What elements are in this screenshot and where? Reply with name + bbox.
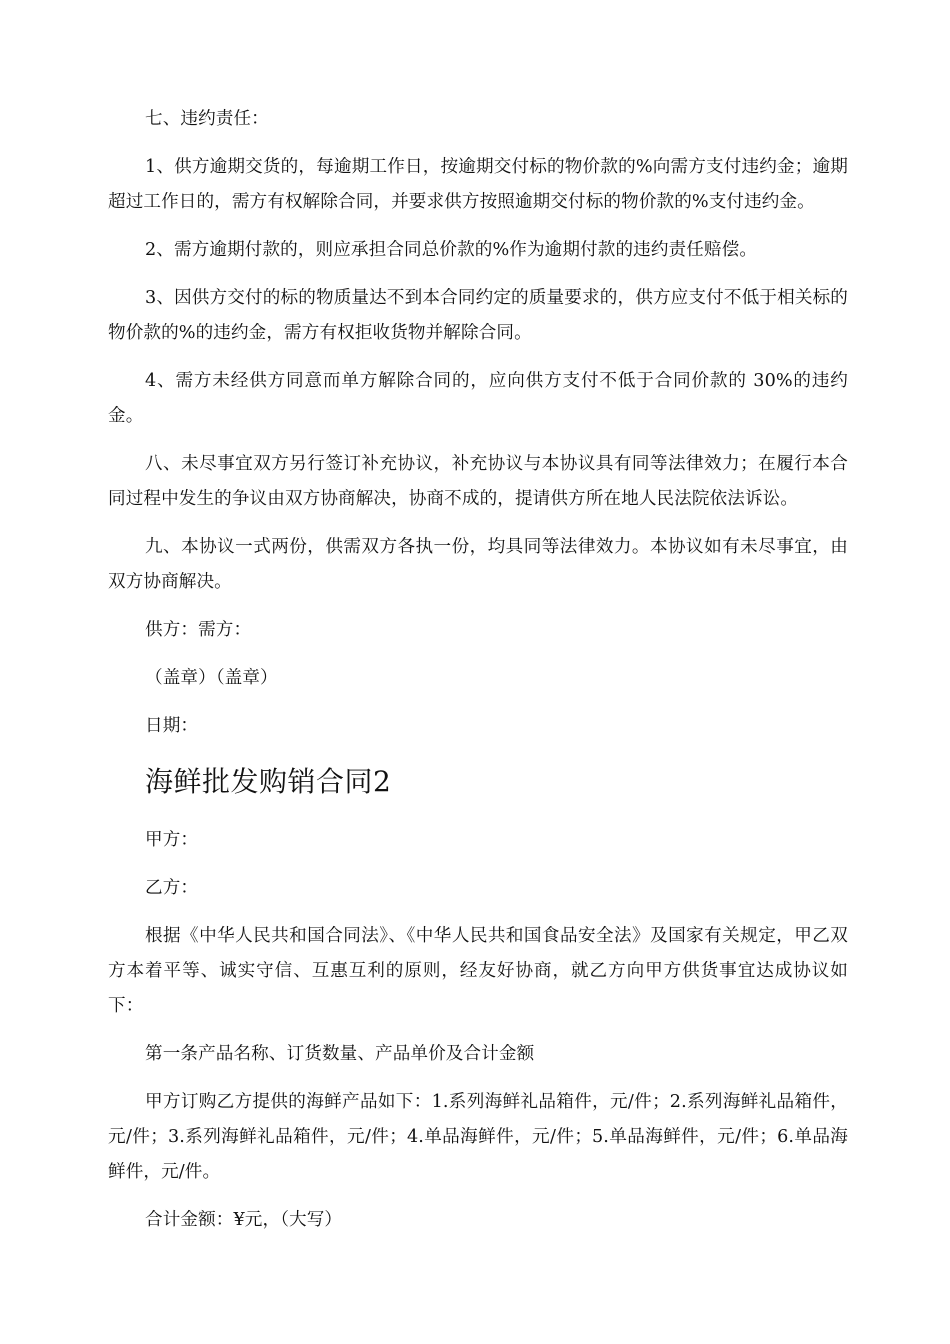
section-heading-liability: 七、违约责任： [145,109,269,129]
total-amount: 合计金额：¥元，（大写） [145,1210,343,1230]
clause-supplementary: 八、未尽事宜双方另行签订补充协议，补充协议与本协议具有同等法律效力；在履行本合同过程中发生的争议由双方协商解决，协商不成的，提请供方所在地人民法院依法诉讼。 [108,454,848,509]
clause-quality: 3、因供方交付的标的物质量达不到本合同约定的质量要求的，供方应支付不低于相关标的物价款的%的违约金，需方有权拒收货物并解除合同。 [108,288,848,343]
party-a: 甲方： [145,830,199,850]
article-1-heading: 第一条产品名称、订货数量、产品单价及合计金额 [145,1044,535,1064]
signature-parties: 供方：需方： [145,620,252,640]
preamble: 根据《中华人民共和国合同法》、《中华人民共和国食品安全法》及国家有关规定，甲乙双方本着平等、诚实守信、互惠互利的原则，经友好协商，就乙方向甲方供货事宜达成协议如下： [108,926,848,1016]
clause-late-delivery: 1、供方逾期交货的，每逾期工作日，按逾期交付标的物价款的%向需方支付违约金；逾期超过工作日的，需方有权解除合同，并要求供方按照逾期交付标的物价款的%支付违约金。 [108,157,848,212]
document-page [108,102,848,1251]
signature-seals: （盖章）（盖章） [145,668,278,688]
contract-title: 海鲜批发购销合同2 [145,765,392,798]
party-b: 乙方： [145,878,199,898]
clause-termination: 4、需方未经供方同意而单方解除合同的，应向供方支付不低于合同价款的 30%的违约金。 [108,371,848,426]
clause-copies: 九、本协议一式两份，供需双方各执一份，均具同等法律效力。本协议如有未尽事宜，由双方协商解决。 [108,537,848,592]
product-list: 甲方订购乙方提供的海鲜产品如下：1.系列海鲜礼品箱件，元/件；2.系列海鲜礼品箱件，元/件；3.系列海鲜礼品箱件，元/件；4.单品海鲜件，元/件；5.单品海鲜件，元/件；6.单品海鲜件，元/件。 [108,1092,848,1182]
clause-late-payment: 2、需方逾期付款的，则应承担合同总价款的%作为逾期付款的违约责任赔偿。 [145,240,758,260]
signature-date: 日期： [145,716,199,736]
